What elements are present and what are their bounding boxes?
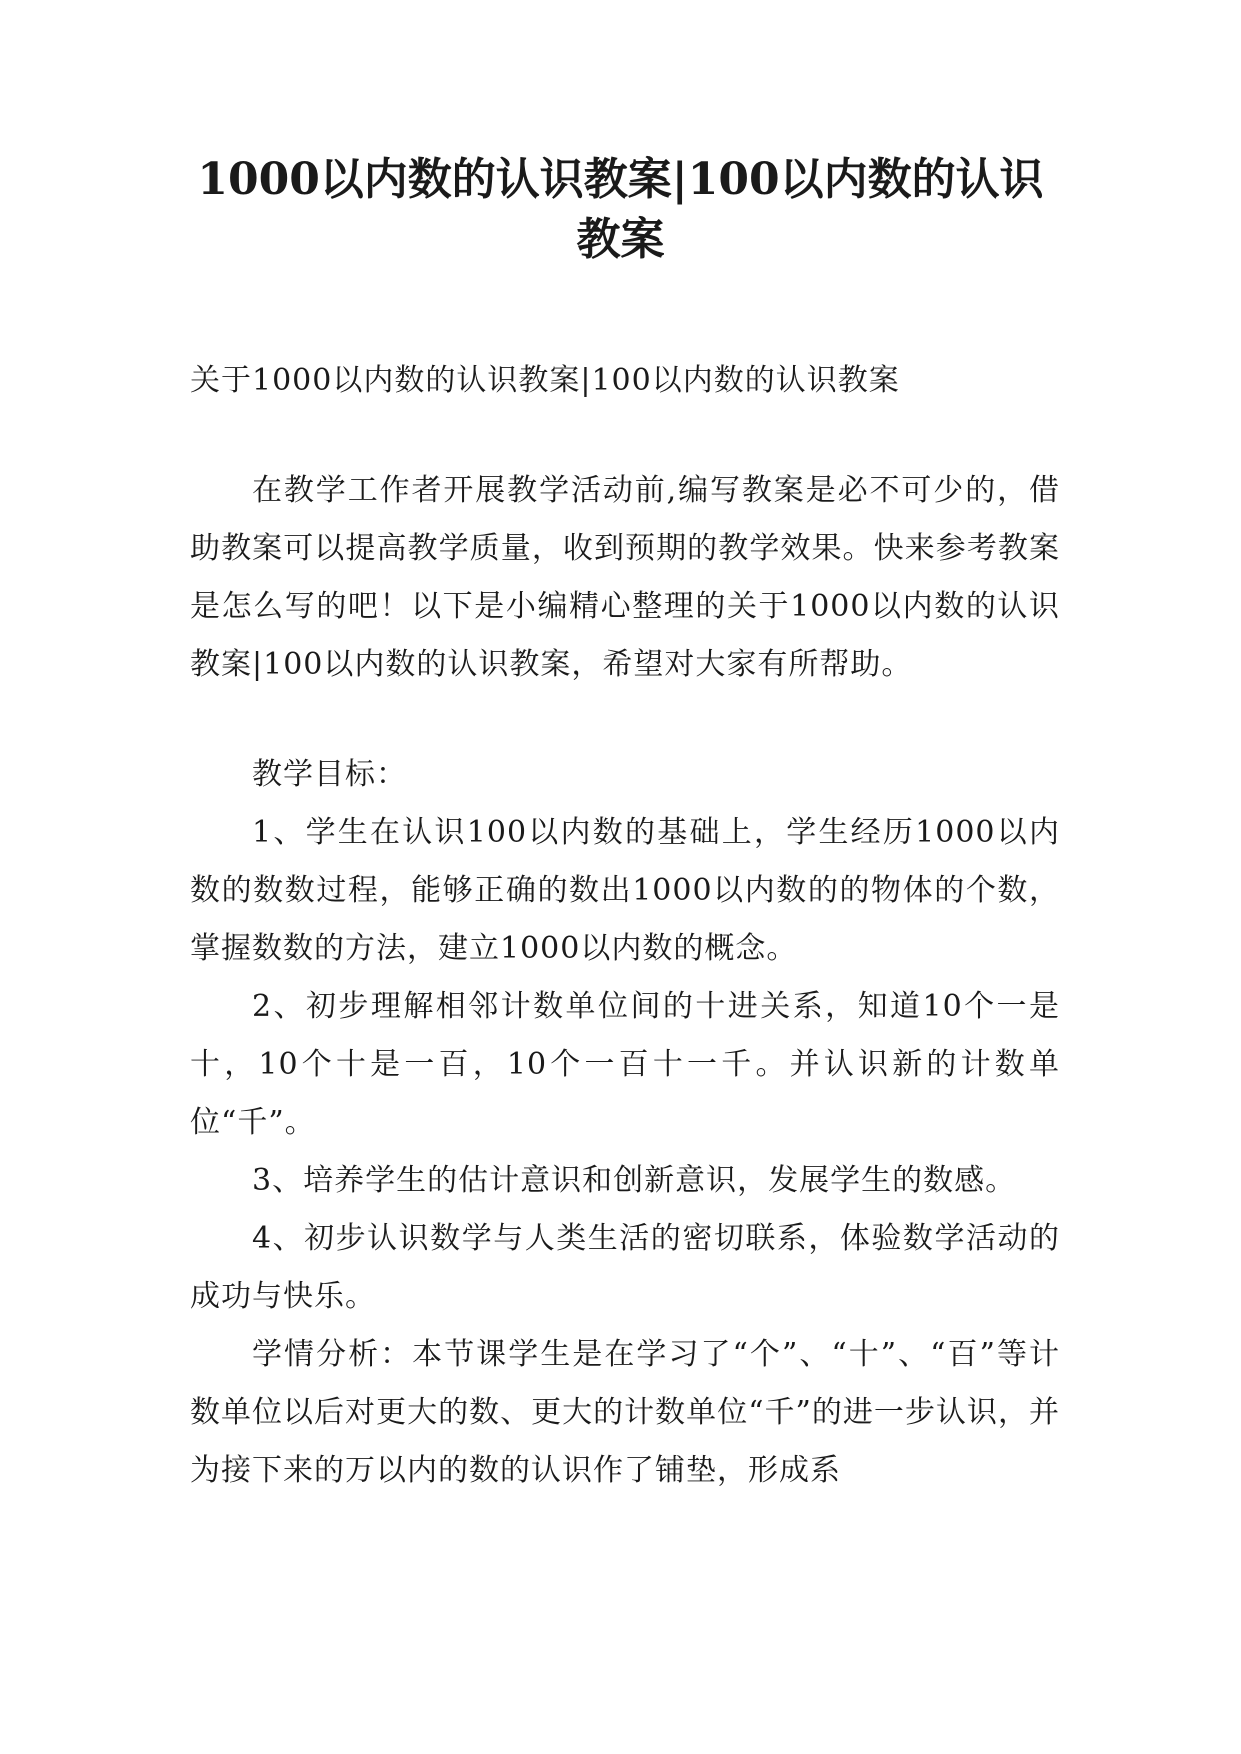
title-line-2: 教案 [576,214,665,265]
analysis-paragraph: 学情分析：本节课学生是在学习了“个”、“十”、“百”等计数单位以后对更大的数、更大的计数单位“千”的进一步认识，并为接下来的万以内的数的认识作了铺垫，形成系 [190,1337,1060,1488]
objective-3: 3、培养学生的估计意识和创新意识，发展学生的数感。 [252,1163,1017,1198]
intro-paragraph: 在教学工作者开展教学活动前,编写教案是必不可少的，借助教案可以提高教学质量，收到预期的教学效果。快来参考教案是怎么写的吧！以下是小编精心整理的关于1000以内数的认识教案|100以内数的认识教案，希望对大家有所帮助。 [190,473,1060,682]
document-title [150,150,1091,270]
objective-4: 4、初步认识数学与人类生活的密切联系，体验数学活动的成功与快乐。 [190,1221,1060,1314]
objectives-heading: 教学目标： [252,757,407,792]
title-line-1: 1000以内数的认识教案|100以内数的认识 [197,154,1044,205]
document-subtitle: 关于1000以内数的认识教案|100以内数的认识教案 [190,363,900,398]
objective-2: 2、初步理解相邻计数单位间的十进关系，知道10个一是十，10个十是一百，10个一百十一千。并认识新的计数单位“千”。 [190,989,1060,1140]
document-body [190,352,1060,1500]
objective-1: 1、学生在认识100以内数的基础上，学生经历1000以内数的数数过程，能够正确的数出1000以内数的的物体的个数，掌握数数的方法，建立1000以内数的概念。 [190,815,1060,966]
